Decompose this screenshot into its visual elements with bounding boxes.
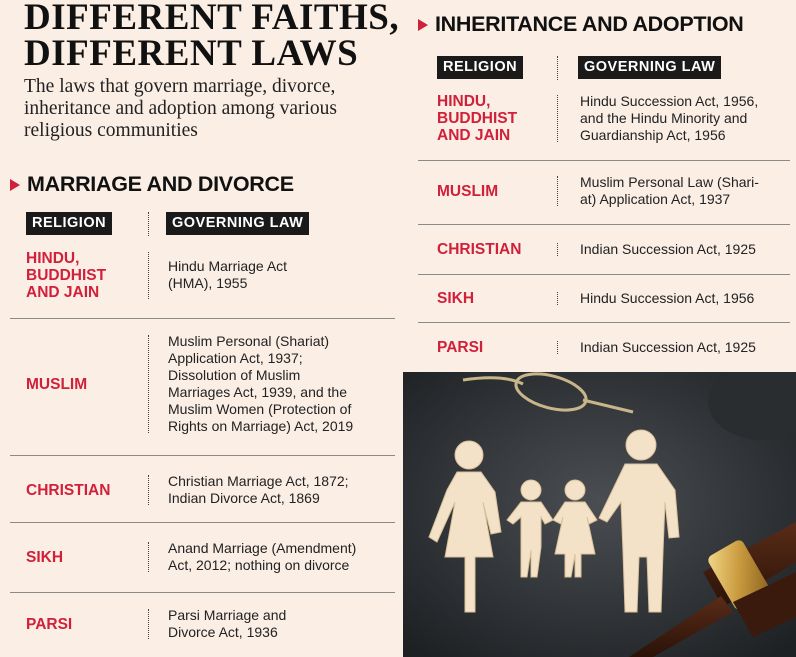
inheritance-heading-text: INHERITANCE AND ADOPTION — [435, 12, 744, 36]
column-divider — [557, 176, 558, 206]
row-separator — [418, 274, 790, 275]
marriage-heading-text: MARRIAGE AND DIVORCE — [27, 172, 294, 196]
governing-law-cell — [168, 540, 393, 574]
law-text: (HMA), 1955 — [168, 275, 248, 291]
marriage-section-heading — [10, 172, 294, 197]
law-text: Rights on Marriage) Act, 2019 — [168, 418, 354, 434]
governing-law-cell — [168, 607, 393, 641]
page-title — [24, 0, 404, 72]
column-divider — [148, 609, 149, 639]
row-separator — [418, 224, 790, 225]
law-text: Indian Succession Act, 1925 — [580, 240, 756, 257]
family-gavel-photo — [403, 372, 796, 657]
religion-text: MUSLIM — [26, 375, 88, 393]
column-divider — [148, 335, 149, 433]
law-text: Hindu Succession Act, 1956 — [580, 289, 755, 306]
law-text: at) Application Act, 1937 — [580, 191, 731, 207]
law-text: Guardianship Act, 1956 — [580, 126, 726, 143]
triangle-bullet-icon — [10, 179, 20, 191]
governing-law-cell — [580, 290, 795, 307]
law-text: Application Act, 1937; — [168, 350, 303, 366]
religion-cell — [26, 250, 106, 301]
row-separator — [10, 318, 395, 319]
inheritance-religion-header: RELIGION — [437, 56, 523, 79]
column-divider — [557, 243, 558, 256]
column-divider — [148, 252, 149, 299]
marriage-religion-header: RELIGION — [26, 212, 112, 235]
law-text: Hindu Marriage Act — [168, 258, 288, 274]
law-text: Muslim Women (Protection of — [168, 401, 352, 417]
religion-text: SIKH — [26, 548, 64, 566]
religion-text: PARSI — [26, 615, 73, 633]
religion-text: BUDDHIST — [437, 109, 518, 127]
law-text: Dissolution of Muslim — [168, 367, 301, 383]
marriage-law-header: GOVERNING LAW — [166, 212, 309, 235]
religion-text: HINDU, — [437, 92, 491, 110]
column-divider — [148, 542, 149, 572]
row-separator — [418, 322, 790, 323]
law-text: Christian Marriage Act, 1872; — [168, 473, 349, 489]
law-text: Divorce Act, 1936 — [168, 624, 278, 640]
law-text: Anand Marriage (Amendment) — [168, 540, 357, 556]
inheritance-section-heading — [418, 12, 744, 37]
law-text: Hindu Succession Act, 1956, — [580, 92, 759, 109]
subtitle: The laws that govern marriage, divorce, inheritance and adoption among various religious communities — [24, 76, 337, 141]
religion-cell — [437, 241, 521, 258]
governing-law-cell — [168, 258, 393, 292]
row-separator — [10, 455, 395, 456]
law-text: Indian Divorce Act, 1869 — [168, 490, 320, 506]
law-text: Act, 2012; nothing on divorce — [168, 557, 350, 573]
religion-text: HINDU, — [26, 249, 80, 267]
governing-law-cell — [580, 93, 795, 144]
law-text: Marriages Act, 1939, and the — [168, 384, 347, 400]
inheritance-law-header: GOVERNING LAW — [578, 56, 721, 79]
religion-text: CHRISTIAN — [26, 481, 111, 499]
inheritance-header-divider — [557, 56, 558, 80]
law-text: and the Hindu Minority and — [580, 109, 748, 126]
title-line-2: DIFFERENT LAWS — [24, 33, 359, 74]
governing-law-cell — [580, 339, 795, 356]
religion-cell — [437, 339, 483, 356]
law-text: Muslim Personal (Shariat) — [168, 333, 330, 349]
row-separator — [418, 160, 790, 161]
marriage-header-divider — [148, 212, 149, 236]
governing-law-cell — [580, 241, 795, 258]
column-divider — [557, 95, 558, 142]
governing-law-cell — [580, 174, 795, 208]
religion-text: PARSI — [437, 338, 484, 356]
family-gavel-illustration — [403, 372, 796, 657]
religion-cell — [26, 482, 110, 499]
religion-cell — [26, 616, 72, 633]
religion-text: BUDDHIST — [26, 266, 107, 284]
triangle-bullet-icon — [418, 19, 428, 31]
religion-cell — [26, 549, 63, 566]
row-separator — [10, 592, 395, 593]
law-text: Parsi Marriage and — [168, 607, 287, 623]
governing-law-cell — [168, 333, 393, 435]
religion-text: AND JAIN — [26, 283, 100, 301]
governing-law-cell — [168, 473, 393, 507]
religion-text: CHRISTIAN — [437, 240, 522, 258]
religion-text: AND JAIN — [437, 126, 511, 144]
religion-cell — [26, 376, 87, 393]
column-divider — [148, 475, 149, 505]
law-text: Muslim Personal Law (Shari- — [580, 174, 759, 190]
law-text: Indian Succession Act, 1925 — [580, 338, 756, 355]
row-separator — [10, 522, 395, 523]
column-divider — [557, 341, 558, 354]
religion-text: MUSLIM — [437, 182, 499, 200]
religion-text: SIKH — [437, 289, 475, 307]
religion-cell — [437, 183, 498, 200]
religion-cell — [437, 93, 517, 144]
title-line-1: DIFFERENT FAITHS, — [24, 0, 400, 38]
column-divider — [557, 292, 558, 305]
religion-cell — [437, 290, 474, 307]
